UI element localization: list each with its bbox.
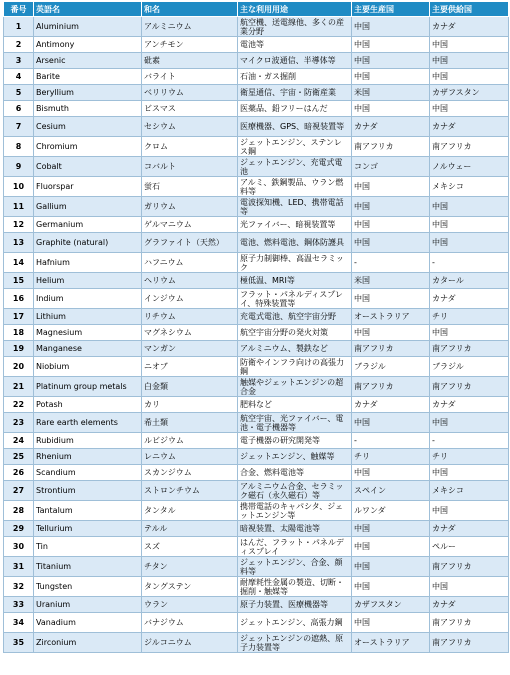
cell-supplying-country: カタール (430, 273, 509, 289)
cell-supplying-country: メキシコ (430, 177, 509, 197)
cell-supplying-country: カナダ (430, 289, 509, 309)
cell-japanese-name: ゲルマニウム (142, 217, 238, 233)
cell-supplying-country: ノルウェー (430, 157, 509, 177)
table-row (4, 613, 509, 633)
cell-english-name: Potash (34, 397, 142, 413)
cell-english-name: Cesium (34, 117, 142, 137)
cell-main-use: 触媒やジェットエンジンの超合金 (238, 377, 352, 397)
table-row (4, 273, 509, 289)
table-row (4, 449, 509, 465)
cell-producing-country: 中国 (352, 465, 430, 481)
cell-number: 24 (4, 433, 34, 449)
cell-supplying-country: チリ (430, 309, 509, 325)
cell-english-name: Titanium (34, 557, 142, 577)
cell-number: 31 (4, 557, 34, 577)
cell-japanese-name: ルビジウム (142, 433, 238, 449)
header-english-name: 英語名 (34, 2, 142, 17)
cell-number: 9 (4, 157, 34, 177)
cell-producing-country: 中国 (352, 217, 430, 233)
cell-supplying-country: 中国 (430, 501, 509, 521)
cell-main-use: 電子機器の研究開発等 (238, 433, 352, 449)
cell-japanese-name: スカンジウム (142, 465, 238, 481)
cell-supplying-country: 中国 (430, 577, 509, 597)
table-row (4, 197, 509, 217)
cell-producing-country: 中国 (352, 577, 430, 597)
cell-main-use: 原子力装置、医療機器等 (238, 597, 352, 613)
header-main-uses: 主な利用用途 (238, 2, 352, 17)
cell-japanese-name: レニウム (142, 449, 238, 465)
cell-main-use: 電池等 (238, 37, 352, 53)
cell-supplying-country: 南アフリカ (430, 613, 509, 633)
cell-number: 18 (4, 325, 34, 341)
cell-english-name: Tellurium (34, 521, 142, 537)
cell-main-use: 光ファイバー、暗視装置等 (238, 217, 352, 233)
cell-supplying-country: 南アフリカ (430, 341, 509, 357)
table-row (4, 357, 509, 377)
cell-english-name: Magnesium (34, 325, 142, 341)
cell-number: 20 (4, 357, 34, 377)
cell-main-use: 石油・ガス掘削 (238, 69, 352, 85)
cell-supplying-country: 中国 (430, 69, 509, 85)
table-row (4, 557, 509, 577)
table-row (4, 217, 509, 233)
cell-japanese-name: ガリウム (142, 197, 238, 217)
table-row (4, 233, 509, 253)
header-producing-country: 主要生産国 (352, 2, 430, 17)
cell-number: 8 (4, 137, 34, 157)
cell-supplying-country: 南アフリカ (430, 633, 509, 653)
cell-japanese-name: ハフニウム (142, 253, 238, 273)
cell-number: 16 (4, 289, 34, 309)
cell-english-name: Tantalum (34, 501, 142, 521)
cell-english-name: Lithium (34, 309, 142, 325)
cell-english-name: Beryllium (34, 85, 142, 101)
cell-english-name: Strontium (34, 481, 142, 501)
cell-supplying-country: ブラジル (430, 357, 509, 377)
cell-japanese-name: ウラン (142, 597, 238, 613)
table-header-row (4, 2, 509, 17)
cell-english-name: Chromium (34, 137, 142, 157)
cell-english-name: Aluminium (34, 17, 142, 37)
cell-english-name: Gallium (34, 197, 142, 217)
cell-main-use: はんだ、フラット・パネルディスプレイ (238, 537, 352, 557)
cell-japanese-name: テルル (142, 521, 238, 537)
cell-number: 10 (4, 177, 34, 197)
cell-producing-country: 南アフリカ (352, 341, 430, 357)
cell-english-name: Rare earth elements (34, 413, 142, 433)
table-row (4, 501, 509, 521)
cell-producing-country: 中国 (352, 521, 430, 537)
cell-japanese-name: タングステン (142, 577, 238, 597)
cell-number: 17 (4, 309, 34, 325)
cell-number: 26 (4, 465, 34, 481)
cell-english-name: Antimony (34, 37, 142, 53)
cell-japanese-name: バライト (142, 69, 238, 85)
cell-supplying-country: - (430, 433, 509, 449)
cell-number: 3 (4, 53, 34, 69)
cell-main-use: 衛星通信、宇宙・防衛産業 (238, 85, 352, 101)
cell-main-use: 電波探知機、LED、携帯電話等 (238, 197, 352, 217)
cell-english-name: Hafnium (34, 253, 142, 273)
cell-main-use: 充電式電池、航空宇宙分野 (238, 309, 352, 325)
critical-minerals-table (3, 1, 509, 653)
cell-main-use: 防衛やインフラ向けの高張力鋼 (238, 357, 352, 377)
cell-main-use: ジェットエンジン、高張力鋼 (238, 613, 352, 633)
cell-main-use: ジェットエンジンの遮熱、原子力装置等 (238, 633, 352, 653)
cell-japanese-name: チタン (142, 557, 238, 577)
cell-supplying-country: 南アフリカ (430, 137, 509, 157)
table-row (4, 253, 509, 273)
cell-producing-country: カナダ (352, 117, 430, 137)
cell-main-use: ジェットエンジン、触媒等 (238, 449, 352, 465)
cell-japanese-name: ストロンチウム (142, 481, 238, 501)
cell-english-name: Helium (34, 273, 142, 289)
cell-english-name: Uranium (34, 597, 142, 613)
table-body (4, 17, 509, 653)
cell-japanese-name: ヘリウム (142, 273, 238, 289)
cell-main-use: マイクロ波通信、半導体等 (238, 53, 352, 69)
cell-japanese-name: ビスマス (142, 101, 238, 117)
cell-english-name: Indium (34, 289, 142, 309)
cell-supplying-country: カナダ (430, 397, 509, 413)
cell-producing-country: 中国 (352, 233, 430, 253)
cell-english-name: Platinum group metals (34, 377, 142, 397)
cell-producing-country: 中国 (352, 325, 430, 341)
cell-supplying-country: 中国 (430, 101, 509, 117)
cell-main-use: アルミ、鉄鋼製品、ウラン燃料等 (238, 177, 352, 197)
cell-supplying-country: 中国 (430, 413, 509, 433)
cell-producing-country: - (352, 433, 430, 449)
table-row (4, 633, 509, 653)
cell-producing-country: スペイン (352, 481, 430, 501)
cell-japanese-name: タンタル (142, 501, 238, 521)
cell-number: 23 (4, 413, 34, 433)
cell-main-use: 医薬品、鉛フリーはんだ (238, 101, 352, 117)
cell-producing-country: 中国 (352, 197, 430, 217)
cell-english-name: Germanium (34, 217, 142, 233)
cell-producing-country: 米国 (352, 273, 430, 289)
cell-supplying-country: 中国 (430, 465, 509, 481)
cell-japanese-name: スズ (142, 537, 238, 557)
cell-japanese-name: 砒素 (142, 53, 238, 69)
cell-producing-country: カザフスタン (352, 597, 430, 613)
table-row (4, 53, 509, 69)
table-row (4, 465, 509, 481)
cell-supplying-country: - (430, 253, 509, 273)
table-row (4, 413, 509, 433)
cell-supplying-country: 中国 (430, 325, 509, 341)
cell-number: 35 (4, 633, 34, 653)
cell-number: 1 (4, 17, 34, 37)
cell-english-name: Rhenium (34, 449, 142, 465)
cell-japanese-name: バナジウム (142, 613, 238, 633)
cell-japanese-name: コバルト (142, 157, 238, 177)
cell-producing-country: オーストラリア (352, 633, 430, 653)
cell-main-use: アルミニウム、製鉄など (238, 341, 352, 357)
table-row (4, 577, 509, 597)
cell-main-use: 原子力制御棒、高温セラミック (238, 253, 352, 273)
table-row (4, 157, 509, 177)
cell-producing-country: 中国 (352, 69, 430, 85)
cell-supplying-country: メキシコ (430, 481, 509, 501)
cell-japanese-name: セシウム (142, 117, 238, 137)
table-row (4, 341, 509, 357)
table-row (4, 309, 509, 325)
cell-number: 5 (4, 85, 34, 101)
table-row (4, 137, 509, 157)
table-row (4, 481, 509, 501)
cell-producing-country: ルワンダ (352, 501, 430, 521)
cell-supplying-country: 中国 (430, 53, 509, 69)
cell-producing-country: 中国 (352, 17, 430, 37)
cell-number: 29 (4, 521, 34, 537)
cell-number: 28 (4, 501, 34, 521)
cell-english-name: Zirconium (34, 633, 142, 653)
cell-japanese-name: インジウム (142, 289, 238, 309)
cell-number: 21 (4, 377, 34, 397)
cell-main-use: 航空宇宙、光ファイバー、電池・電子機器等 (238, 413, 352, 433)
cell-supplying-country: カザフスタン (430, 85, 509, 101)
cell-number: 13 (4, 233, 34, 253)
table-row (4, 85, 509, 101)
cell-producing-country: 中国 (352, 537, 430, 557)
cell-main-use: 肥料など (238, 397, 352, 413)
cell-number: 32 (4, 577, 34, 597)
cell-number: 11 (4, 197, 34, 217)
cell-supplying-country: 南アフリカ (430, 377, 509, 397)
cell-japanese-name: アンチモン (142, 37, 238, 53)
cell-number: 34 (4, 613, 34, 633)
cell-english-name: Tin (34, 537, 142, 557)
cell-supplying-country: カナダ (430, 521, 509, 537)
cell-producing-country: チリ (352, 449, 430, 465)
cell-japanese-name: アルミニウム (142, 17, 238, 37)
cell-producing-country: 中国 (352, 53, 430, 69)
cell-number: 7 (4, 117, 34, 137)
cell-main-use: 医療機器、GPS、暗視装置等 (238, 117, 352, 137)
cell-japanese-name: マンガン (142, 341, 238, 357)
cell-english-name: Fluorspar (34, 177, 142, 197)
cell-japanese-name: カリ (142, 397, 238, 413)
cell-supplying-country: 中国 (430, 217, 509, 233)
table-row (4, 69, 509, 85)
cell-main-use: ジェットエンジン、ステンレス鋼 (238, 137, 352, 157)
cell-number: 33 (4, 597, 34, 613)
cell-main-use: 携帯電話のキャパシタ、ジェットエンジン等 (238, 501, 352, 521)
table-row (4, 101, 509, 117)
table-row (4, 537, 509, 557)
cell-producing-country: 中国 (352, 413, 430, 433)
table-row (4, 17, 509, 37)
cell-english-name: Bismuth (34, 101, 142, 117)
cell-english-name: Tungsten (34, 577, 142, 597)
cell-number: 15 (4, 273, 34, 289)
table-row (4, 597, 509, 613)
cell-main-use: フラット・パネルディスプレイ、特殊装置等 (238, 289, 352, 309)
cell-producing-country: 中国 (352, 557, 430, 577)
cell-main-use: 耐摩耗性金属の製造、切断・掘削・触媒等 (238, 577, 352, 597)
cell-main-use: ジェットエンジン、充電式電池 (238, 157, 352, 177)
cell-main-use: 航空機、送電線他、多くの産業分野 (238, 17, 352, 37)
cell-english-name: Graphite (natural) (34, 233, 142, 253)
cell-main-use: ジェットエンジン、合金、顔料等 (238, 557, 352, 577)
cell-number: 12 (4, 217, 34, 233)
cell-producing-country: 南アフリカ (352, 137, 430, 157)
cell-english-name: Vanadium (34, 613, 142, 633)
cell-number: 14 (4, 253, 34, 273)
cell-producing-country: 中国 (352, 289, 430, 309)
cell-japanese-name: ベリリウム (142, 85, 238, 101)
cell-number: 27 (4, 481, 34, 501)
cell-japanese-name: 白金類 (142, 377, 238, 397)
cell-supplying-country: ペルー (430, 537, 509, 557)
header-japanese-name: 和名 (142, 2, 238, 17)
minerals-table-container (3, 1, 508, 653)
cell-number: 22 (4, 397, 34, 413)
cell-japanese-name: クロム (142, 137, 238, 157)
cell-main-use: アルミニウム合金、セラミック磁石（永久磁石）等 (238, 481, 352, 501)
cell-producing-country: 南アフリカ (352, 377, 430, 397)
cell-supplying-country: 中国 (430, 233, 509, 253)
cell-producing-country: オーストラリア (352, 309, 430, 325)
cell-english-name: Rubidium (34, 433, 142, 449)
cell-producing-country: 中国 (352, 613, 430, 633)
cell-number: 2 (4, 37, 34, 53)
cell-japanese-name: マグネシウム (142, 325, 238, 341)
cell-main-use: 電池、燃料電池、鋼体防護具 (238, 233, 352, 253)
cell-producing-country: コンゴ (352, 157, 430, 177)
table-row (4, 521, 509, 537)
cell-producing-country: 中国 (352, 37, 430, 53)
cell-number: 30 (4, 537, 34, 557)
cell-english-name: Arsenic (34, 53, 142, 69)
cell-japanese-name: 蛍石 (142, 177, 238, 197)
cell-japanese-name: 希土類 (142, 413, 238, 433)
cell-supplying-country: 南アフリカ (430, 557, 509, 577)
table-row (4, 397, 509, 413)
cell-producing-country: 中国 (352, 177, 430, 197)
cell-english-name: Barite (34, 69, 142, 85)
header-number: 番号 (4, 2, 34, 17)
table-row (4, 433, 509, 449)
cell-japanese-name: グラファイト（天然） (142, 233, 238, 253)
cell-english-name: Scandium (34, 465, 142, 481)
table-row (4, 377, 509, 397)
cell-producing-country: 中国 (352, 101, 430, 117)
cell-supplying-country: カナダ (430, 17, 509, 37)
table-row (4, 177, 509, 197)
cell-english-name: Manganese (34, 341, 142, 357)
cell-producing-country: カナダ (352, 397, 430, 413)
table-row (4, 117, 509, 137)
header-supplying-country: 主要供給国 (430, 2, 509, 17)
cell-japanese-name: ニオブ (142, 357, 238, 377)
cell-english-name: Cobalt (34, 157, 142, 177)
cell-main-use: 航空宇宙分野の発火対策 (238, 325, 352, 341)
cell-number: 4 (4, 69, 34, 85)
cell-supplying-country: 中国 (430, 37, 509, 53)
cell-number: 25 (4, 449, 34, 465)
cell-number: 19 (4, 341, 34, 357)
cell-japanese-name: リチウム (142, 309, 238, 325)
cell-producing-country: 米国 (352, 85, 430, 101)
cell-supplying-country: カナダ (430, 597, 509, 613)
cell-english-name: Niobium (34, 357, 142, 377)
table-row (4, 325, 509, 341)
cell-supplying-country: 中国 (430, 197, 509, 217)
cell-main-use: 暗視装置、太陽電池等 (238, 521, 352, 537)
cell-number: 6 (4, 101, 34, 117)
cell-producing-country: ブラジル (352, 357, 430, 377)
table-row (4, 289, 509, 309)
cell-main-use: 合金、燃料電池等 (238, 465, 352, 481)
table-row (4, 37, 509, 53)
cell-supplying-country: チリ (430, 449, 509, 465)
cell-japanese-name: ジルコニウム (142, 633, 238, 653)
cell-main-use: 極低温、MRI等 (238, 273, 352, 289)
cell-supplying-country: カナダ (430, 117, 509, 137)
cell-producing-country: - (352, 253, 430, 273)
